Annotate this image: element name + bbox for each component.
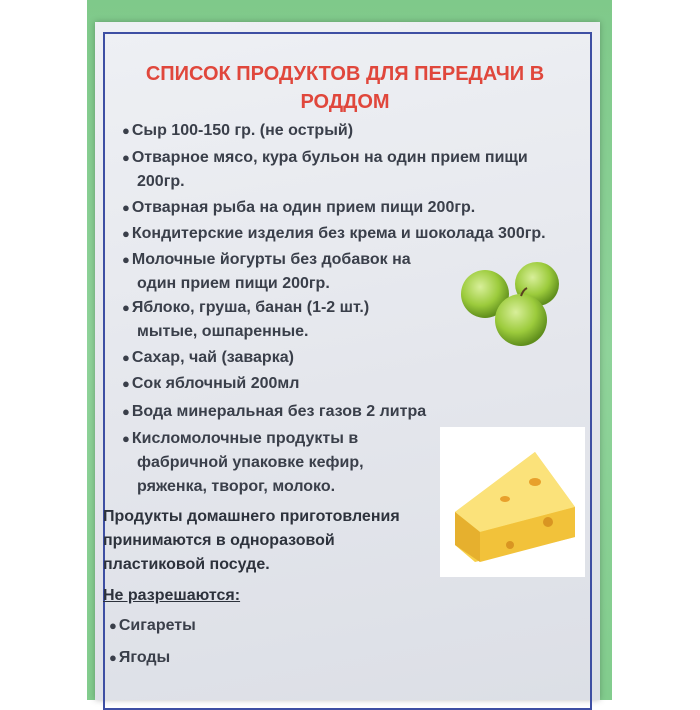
cheese-hole bbox=[506, 541, 514, 549]
list-item: ● Сахар, чай (заварка) bbox=[122, 349, 294, 366]
green-apples-image bbox=[457, 254, 567, 354]
cheese-hole bbox=[500, 496, 510, 502]
list-item: ● Отварное мясо, кура бульон на один прием пищи 200гр. bbox=[122, 149, 528, 190]
bullet-icon: ● bbox=[122, 300, 130, 315]
forbidden-item: ● Ягоды bbox=[109, 649, 171, 666]
bullet-icon: ● bbox=[122, 123, 130, 138]
bullet-icon: ● bbox=[122, 150, 130, 165]
bullet-icon: ● bbox=[122, 226, 130, 241]
home-food-note: Продукты домашнего приготовления принимаются в одноразовой пластиковой посуде. bbox=[103, 508, 400, 573]
list-item: ● Вода минеральная без газов 2 литра bbox=[122, 403, 427, 420]
title-line-1: СПИСОК ПРОДУКТОВ ДЛЯ ПЕРЕДАЧИ В bbox=[145, 63, 545, 85]
list-item: ● Сок яблочный 200мл bbox=[122, 375, 300, 392]
poster-title bbox=[135, 60, 555, 116]
title-line-2: РОДДОМ bbox=[300, 91, 390, 113]
list-item: ● Отварная рыба на один прием пищи 200гр. bbox=[122, 199, 476, 216]
cheese-wedge-image bbox=[440, 427, 585, 577]
bullet-icon: ● bbox=[122, 376, 130, 391]
forbidden-item: ● Сигареты bbox=[109, 617, 196, 634]
list-item: ● Кисломолочные продукты в фабричной упаковке кефир, ряженка, творог, молоко. bbox=[122, 430, 364, 495]
bullet-icon: ● bbox=[109, 650, 117, 665]
list-item: ● Яблоко, груша, банан (1-2 шт.) мытые, ошпаренные. bbox=[122, 299, 370, 340]
cheese-hole bbox=[529, 478, 541, 486]
bullet-icon: ● bbox=[122, 431, 130, 446]
forbidden-heading: Не разрешаются: bbox=[103, 587, 241, 604]
cheese-hole bbox=[543, 517, 553, 527]
list-item: ● Молочные йогурты без добавок на один прием пищи 200гр. bbox=[122, 251, 411, 292]
list-item: ● Кондитерские изделия без крема и шоколада 300гр. bbox=[122, 225, 546, 242]
apple-icon bbox=[495, 294, 547, 346]
list-item: ● Сыр 100-150 гр. (не острый) bbox=[122, 122, 354, 139]
bullet-icon: ● bbox=[122, 200, 130, 215]
bullet-icon: ● bbox=[122, 350, 130, 365]
bullet-icon: ● bbox=[109, 618, 117, 633]
poster-sheet bbox=[95, 22, 600, 700]
bullet-icon: ● bbox=[122, 252, 130, 267]
bullet-icon: ● bbox=[122, 404, 130, 419]
